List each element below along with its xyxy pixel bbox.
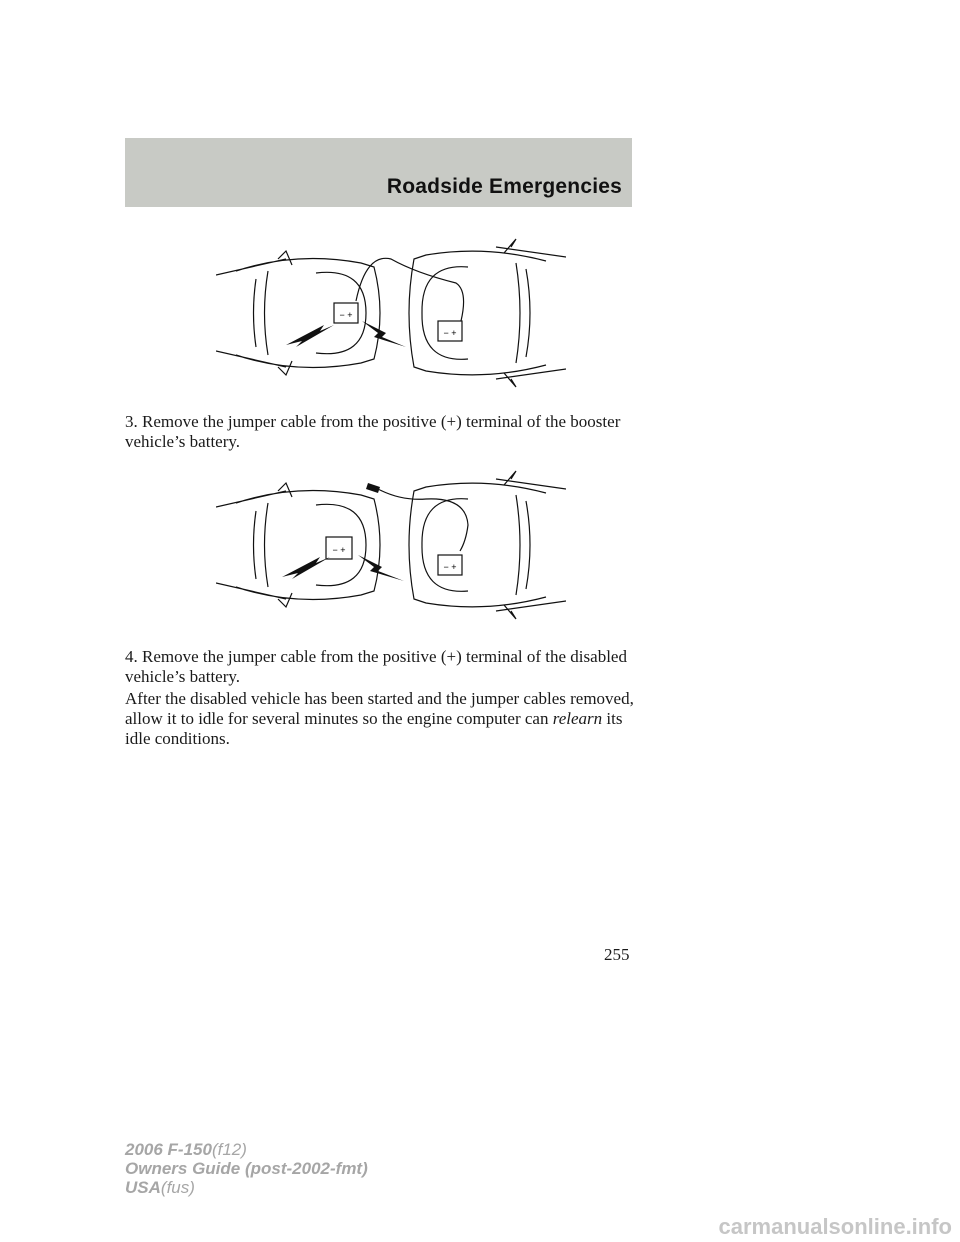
instruction-step-3: 3. Remove the jumper cable from the positive (+) terminal of the booster vehicle’s battery. — [125, 412, 621, 451]
footer-line-3 — [125, 1178, 368, 1197]
footer-region-code: (fus) — [160, 1178, 195, 1197]
relearn-note — [125, 689, 635, 749]
document-footer — [125, 1140, 368, 1197]
left-vehicle — [216, 491, 380, 600]
cable-clamp — [366, 483, 380, 493]
spark-left — [286, 325, 334, 347]
note-emphasis: relearn — [552, 709, 603, 728]
battery-right — [438, 555, 462, 575]
footer-model-code: (f12) — [211, 1140, 247, 1159]
svg-text:− +: − + — [443, 562, 457, 572]
right-vehicle — [409, 247, 566, 379]
jump-start-illustration — [216, 233, 566, 393]
footer-line-1 — [125, 1140, 368, 1159]
footer-region: USA — [125, 1178, 161, 1197]
section-title: Roadside Emergencies — [386, 175, 622, 198]
instruction-step-4: 4. Remove the jumper cable from the positive (+) terminal of the disabled vehicle’s battery. — [125, 647, 627, 686]
svg-text:− +: − + — [332, 545, 346, 555]
note-text-after: its idle conditions. — [125, 709, 623, 748]
svg-text:− +: − + — [443, 328, 457, 338]
svg-text:− +: − + — [339, 310, 353, 320]
footer-line-2 — [125, 1159, 368, 1178]
jump-start-illustration — [216, 465, 566, 625]
section-header — [125, 138, 632, 207]
watermark: carmanualsonline.info — [718, 1214, 952, 1239]
spark-right — [362, 321, 406, 347]
footer-model: 2006 F-150 — [125, 1140, 212, 1159]
spark-left — [282, 557, 330, 579]
jumper-diagram-step-4 — [216, 465, 566, 625]
note-text-before: After the disabled vehicle has been started and the jumper cables removed, allow it to idle for several minutes so the engine computer can — [125, 689, 634, 728]
battery-left — [326, 537, 352, 559]
battery-left — [334, 303, 358, 323]
page-number: 255 — [604, 945, 630, 964]
jumper-cable — [378, 489, 468, 551]
footer-guide: Owners Guide (post-2002-fmt) — [125, 1159, 368, 1178]
jumper-diagram-step-3 — [216, 233, 566, 393]
battery-right — [438, 321, 462, 341]
spark-right — [358, 555, 404, 581]
